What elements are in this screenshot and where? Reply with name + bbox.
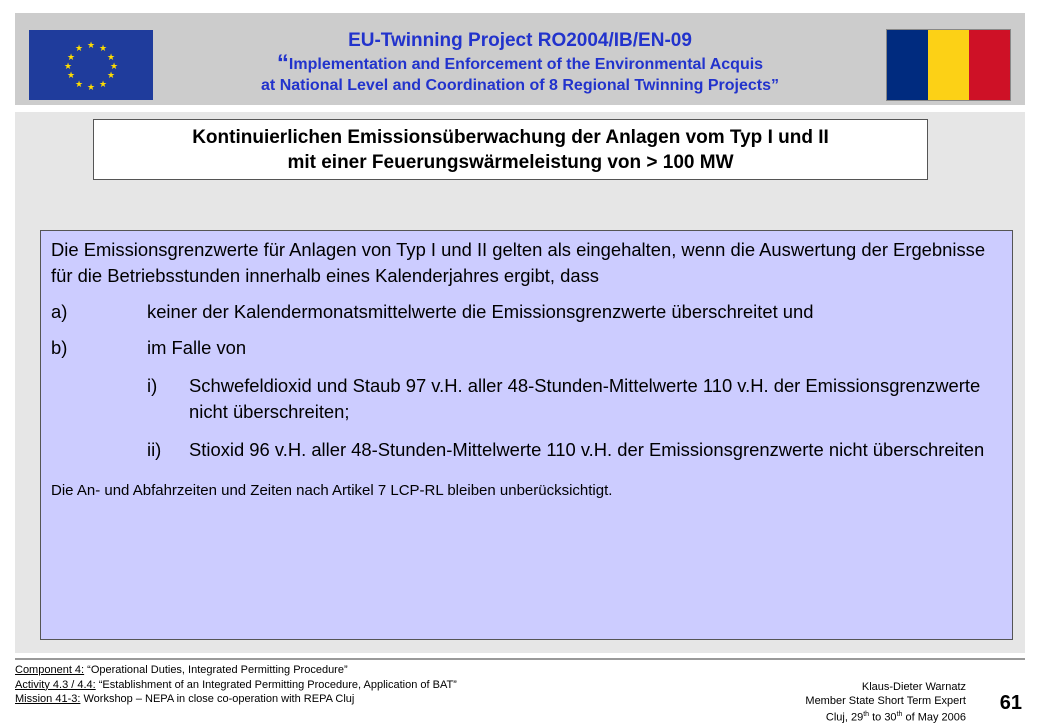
svg-text:★: ★	[109, 62, 119, 72]
header-banner	[15, 13, 1025, 105]
sub-item-ii	[51, 437, 1002, 463]
date-sup1: th	[863, 711, 870, 718]
list-item-b	[51, 335, 1002, 361]
component-label: Component 4:	[15, 664, 85, 676]
sub-ii-text: Stioxid 96 v.H. aller 48-Stunden-Mittelwerte 110 v.H. der Emissionsgrenzwerte nicht überschreiten	[189, 439, 985, 460]
activity-label: Activity 4.3 / 4.4:	[15, 678, 96, 691]
svg-text:★: ★	[63, 62, 73, 72]
footer-divider	[15, 658, 1025, 660]
slide-title-box	[93, 119, 928, 180]
svg-text:★: ★	[106, 53, 116, 63]
date-sup2: th	[896, 711, 903, 718]
intro-paragraph: Die Emissionsgrenzwerte für Anlagen von Typ I und II gelten als eingehalten, wenn die Auswertung der Ergebnisse für die Betriebsstunden innerhalb eines Kalenderjahres ergibt, dass	[51, 239, 986, 286]
open-quote: “	[276, 50, 289, 77]
sub-item-i	[51, 373, 1002, 425]
mission-text: Workshop – NEPA in close co-operation with REPA Cluj	[80, 693, 355, 705]
content-panel	[15, 112, 1025, 653]
component-text: “Operational Duties, Integrated Permitting Procedure”	[84, 664, 348, 676]
item-a-label: a)	[51, 301, 68, 322]
item-b-label: b)	[51, 337, 68, 358]
project-subtitle-line2: at National Level and Coordination of 8 Regional Twinning Projects”	[261, 77, 779, 94]
footer-mission	[15, 692, 457, 707]
svg-text:★: ★	[66, 53, 76, 63]
svg-text:★: ★	[106, 71, 116, 81]
author-role: Member State Short Term Expert	[805, 695, 966, 707]
svg-text:★: ★	[86, 83, 96, 93]
svg-text:★: ★	[98, 44, 108, 54]
footer-component	[15, 663, 457, 678]
list-item-a	[51, 299, 1002, 325]
page-number: 61	[999, 692, 1022, 714]
project-subtitle-line1	[15, 50, 1025, 77]
item-b-text: im Falle von	[147, 337, 247, 358]
event-date	[805, 708, 966, 725]
date-mid: to 30	[869, 711, 897, 724]
date-prefix: Cluj, 29	[825, 711, 864, 724]
project-title: EU-Twinning Project RO2004/IB/EN-09	[348, 30, 692, 51]
slide-body-box	[40, 230, 1013, 640]
svg-text:★: ★	[86, 41, 96, 51]
footnote-text: Die An- und Abfahrzeiten und Zeiten nach Artikel 7 LCP-RL bleiben unberücksichtigt.	[51, 482, 613, 499]
svg-text:★: ★	[98, 80, 108, 90]
slide-title-line1: Kontinuierlichen Emissionsüberwachung der Anlagen vom Typ I und II	[192, 127, 829, 148]
svg-text:★: ★	[74, 44, 84, 54]
subtitle-line1-text: Implementation and Enforcement of the Environmental Acquis	[288, 56, 764, 73]
footer-activity	[15, 678, 457, 693]
footer-author-info	[805, 680, 966, 725]
mission-label: Mission 41-3:	[15, 693, 81, 705]
date-suffix: of May 2006	[902, 711, 966, 724]
author-name: Klaus-Dieter Warnatz	[861, 681, 966, 693]
svg-text:★: ★	[74, 80, 84, 90]
sub-i-label: i)	[147, 375, 158, 396]
svg-text:★: ★	[66, 71, 76, 81]
footer-project-info	[15, 663, 457, 707]
activity-text: “Establishment of an Integrated Permitting Procedure, Application of BAT”	[95, 678, 457, 691]
sub-ii-label: ii)	[147, 439, 162, 460]
romania-flag-icon	[886, 29, 1011, 101]
item-a-text: keiner der Kalendermonatsmittelwerte die Emissionsgrenzwerte überschreitet und	[147, 301, 814, 322]
sub-i-text: Schwefeldioxid und Staub 97 v.H. aller 48-Stunden-Mittelwerte 110 v.H. der Emissionsgrenzwerte nicht überschreiten;	[189, 375, 981, 422]
slide-title-line2: mit einer Feuerungswärmeleistung von > 100 MW	[287, 152, 734, 173]
